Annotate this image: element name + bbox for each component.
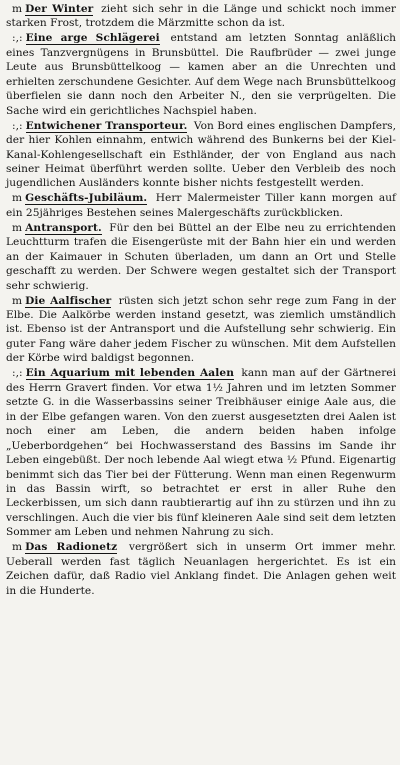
article-headline: Der Winter	[25, 3, 94, 15]
article-headline: Antransport.	[25, 221, 102, 234]
article-winter	[6, 2, 396, 31]
article-headline: Geschäfts-Jubiläum.	[25, 192, 148, 205]
article-text: Herr Malermeister Tiller kann morgen auf ein 25jähriges Bestehen seines Malergeschäfts zurückblicken.	[6, 192, 396, 219]
article-radionetz	[6, 540, 396, 598]
article-headline: Die Aalfischer	[25, 294, 112, 307]
article-transporteur	[6, 119, 396, 191]
article-headline: Entwichener Transporteur.	[25, 119, 188, 132]
article-text: rüsten sich jetzt schon sehr rege zum Fang in der Elbe. Die Aalkörbe werden instand gesetzt, was ziemlich umständlich ist. Ebenso ist der Antransport und die Aufstellung sehr schwierig. Ein guter Fang wäre daher jedem Fischer zu wünschen. Mit dem Aufstellen der Körbe wird baldigst begonnen.	[6, 294, 397, 365]
article-text: vergrößert sich in unserm Ort immer mehr. Ueberall werden fast täglich Neuanlagen hergerichtet. Es ist ein Zeichen dafür, daß Radio viel Anklang findet. Die Anlagen gehen weit in die Hunderte.	[6, 541, 397, 597]
article-text: kann man auf der Gärtnerei des Herrn Gravert finden. Vor etwa 1½ Jahren und im letzten Sommer setzte G. in die Wasserbassins seiner Treibhäuser einige Aale aus, die in der Elbe gefangen waren. Von den zuerst ausgesetzten drei Aalen ist noch einer am Leben, die andern beiden haben infolge „Ueberbordgehen“ bei Hochwasserstand des Bassins im Sande ihr Leben eingebüßt. Der noch lebende Aal wiegt etwa ½ Pfund. Eigenartig benimmt sich das Tier bei der Fütterung. Wenn man einen Regenwurm in das Bassin wirft, so betrachtet er erst in aller Ruhe den Leckerbissen, um sich dann raubtierartig auf ihn zu stürzen und ihn zu verschlingen. Auch die vier bis fünf kleineren Aale sind seit dem letzten Sommer am Leben und nehmen Nahrung zu sich.	[6, 367, 396, 539]
article-marker: m	[12, 192, 23, 205]
article-aquarium	[6, 366, 396, 539]
article-marker: m	[12, 221, 23, 234]
article-marker: :,:	[12, 367, 23, 380]
article-text: Für den bei Büttel an der Elbe neu zu errichtenden Leuchtturm trafen die Eisengerüste mit der Bahn hier ein und werden an der Kaimauer in Schuten überladen, um dann an Ort und Stelle geschafft zu werden. Der Schwere wegen gestaltet sich der Transport sehr schwierig.	[6, 221, 396, 292]
article-marker: m	[12, 541, 23, 554]
article-text: Von Bord eines englischen Dampfers, der hier Kohlen einnahm, entwich während des Bunkerns bei der Kiel-Kanal-Kohlengesellschaft ein Esthländer, der von England aus nach seiner Heimat überführt werden sollte. Ueber den Verbleib des noch jugendlichen Ausländers konnte bisher nichts festgestellt werden.	[6, 119, 397, 190]
article-text: entstand am letzten Sonntag anläßlich eines Tanzvergnügens in Brunsbüttel. Die Raufbrüder — zwei junge Leute aus Brunsbüttelkoog — kamen aber an die Unrechten und erhielten zerschundene Gesichter. Auf dem Wege nach Brunsbüttelkoog überfielen sie dann noch den Arbeiter N., den sie verprügelten. Die Sache wird ein gerichtliches Nachspiel haben.	[6, 32, 396, 117]
article-headline: Das Radionetz	[25, 541, 118, 554]
article-text: zieht sich sehr in die Länge und schickt noch immer starken Frost, trotzdem die Märzmitte schon da ist.	[6, 3, 396, 30]
article-headline: Ein Aquarium mit lebenden Aalen	[25, 367, 235, 380]
article-aalfischer	[6, 294, 396, 366]
article-jubilaeum	[6, 191, 396, 220]
article-marker: m	[12, 294, 23, 307]
article-marker: :,:	[12, 119, 23, 132]
article-antransport	[6, 221, 396, 293]
article-headline: Eine arge Schlägerei	[25, 32, 160, 45]
article-marker: :,:	[12, 32, 23, 45]
article-schlaegerei	[6, 31, 396, 118]
article-marker: m	[12, 3, 23, 15]
